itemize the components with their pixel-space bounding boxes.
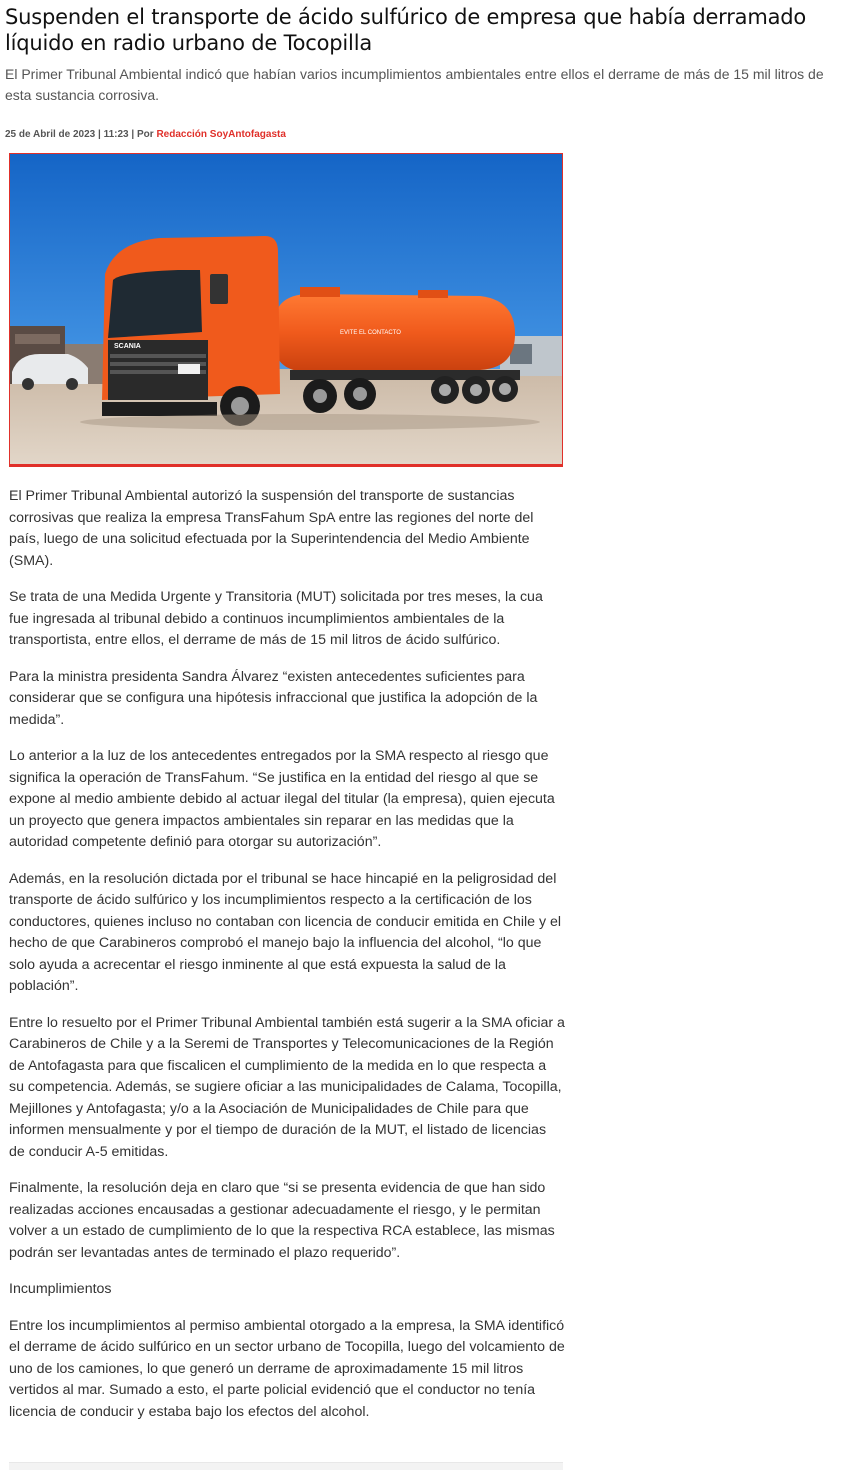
article-paragraph-3: Para la ministra presidenta Sandra Álvarez “existen antecedentes suficientes para considerar que se configura una hipótesis infraccional que justifica la adopción de la medida”.	[9, 668, 538, 728]
next-content-divider	[9, 1462, 563, 1470]
author-link[interactable]: Redacción SoyAntofagasta	[156, 129, 286, 140]
article-paragraph-2: Se trata de una Medida Urgente y Transitoria (MUT) solicitada por tres meses, la cua fue ingresada al tribunal debido a continuos incumplimientos ambientales de la transportista, entre ellos, el derrame de más de 15 mil litros de ácido sulfúrico.	[9, 589, 543, 648]
article-photo	[9, 153, 563, 467]
meta-separator: |	[95, 129, 104, 140]
publish-date: 25 de Abril de 2023	[5, 129, 96, 140]
article-paragraph-4: Lo anterior a la luz de los antecedentes entregados por la SMA respecto al riesgo que significa la operación de TransFahum. “Se justifica en la entidad del riesgo al que se expone al medio ambiente debido al actuar ilegal del titular (la empresa), quien ejecuta un proyecto que genera impactos ambientales sin reparar en las medidas que la autoridad competente definió para otorgar su autorización”.	[9, 748, 555, 850]
article-paragraph-5: Además, en la resolución dictada por el tribunal se hace hincapié en la peligrosidad del transporte de ácido sulfúrico y los incumplimientos respecto a la certificación de los conductores, quienes incluso no contaban con licencia de conducir emitida en Chile y el hecho de que Carabineros comprobó el manejo bajo la influencia del alcohol, “lo que solo ayuda a acrecentar el riesgo inminente al que está expuesta la salud de la población”.	[9, 870, 562, 994]
article-dek: El Primer Tribunal Ambiental indicó que habían varios incumplimientos ambientales entre ellos el derrame de más de 15 mil litros de esta sustancia corrosiva.	[5, 66, 824, 103]
article-paragraph-8: Entre los incumplimientos al permiso ambiental otorgado a la empresa, la SMA identificó el derrame de ácido sulfúrico en un sector urbano de Tocopilla, luego del volcamiento de uno de los camiones, lo que generó un derrame de aproximadamente 15 mil litros vertidos al mar. Sumado a esto, el parte policial evidenció que el conductor no tenía licencia de conducir y estaba bajo los efectos del alcohol.	[9, 1317, 565, 1420]
headline: Suspenden el transporte de ácido sulfúrico de empresa que había derramado líquido en radio urbano de Tocopilla	[5, 5, 807, 55]
publish-time: 11:23	[103, 129, 129, 140]
article-paragraph-6: Entre lo resuelto por el Primer Tribunal Ambiental también está sugerir a la SMA oficiar a Carabineros de Chile y a la Seremi de Transportes y Telecomunicaciones de la Región de Antofagasta para que fiscalicen el cumplimiento de la medida en lo que respecta a su competencia. Además, se sugiere oficiar a las municipalidades de Calama, Tocopilla, Mejillones y Antofagasta; y/o a la Asociación de Municipalidades de Chile para que informen mensualmente y por el tiempo de duración de la MUT, el listado de licencias de conducir A-5 emitidas.	[9, 1014, 565, 1160]
byline-prefix: | Por	[128, 129, 157, 140]
article-body	[9, 486, 565, 1438]
cab-brand-text: SCANIA	[114, 343, 141, 350]
article-paragraph-7: Finalmente, la resolución deja en claro que “si se presenta evidencia de que han sido realizadas acciones encausadas a gestionar adecuadamente el riesgo, y le permitan volver a un estado de cumplimiento de lo que la respectiva RCA establece, las mismas podrán ser levantadas antes de terminado el plazo requerido”.	[9, 1180, 555, 1261]
article-meta	[5, 129, 286, 141]
section-subheading: Incumplimientos	[9, 1281, 112, 1297]
tank-warning-text: EVITE EL CONTACTO	[340, 330, 401, 336]
article-paragraph-1: El Primer Tribunal Ambiental autorizó la suspensión del transporte de sustancias corrosivas que realiza la empresa TransFahum SpA entre las regiones del norte del país, luego de una solicitud efectuada por la Superintendencia del Medio Ambiente (SMA).	[9, 488, 534, 569]
tanker-truck-photo	[10, 154, 562, 464]
